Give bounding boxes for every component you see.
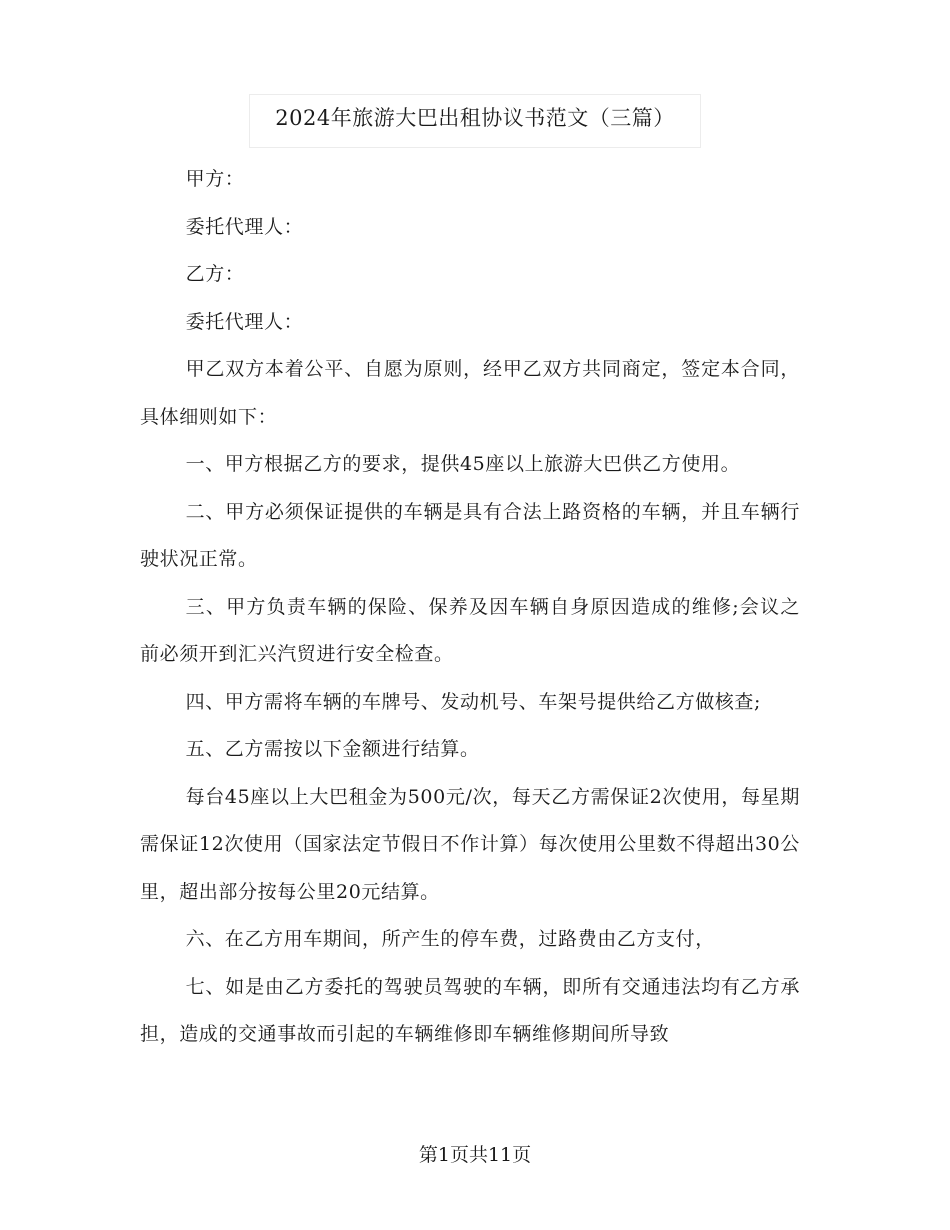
clause-1: 一、甲方根据乙方的要求，提供45座以上旅游大巴供乙方使用。 — [185, 453, 741, 475]
preamble-paragraph: 甲乙双方本着公平、自愿为原则，经甲乙双方共同商定，签定本合同，具体细则如下： — [140, 358, 800, 428]
party-b-line: 乙方： — [185, 263, 245, 285]
clause-3: 三、甲方负责车辆的保险、保养及因车辆自身原因造成的维修;会议之前必须开到汇兴汽贸进行安全检查。 — [140, 595, 800, 665]
party-b-agent-line: 委托代理人： — [185, 310, 304, 333]
clause-6: 六、在乙方用车期间，所产生的停车费，过路费由乙方支付， — [185, 928, 715, 950]
pricing-paragraph: 每台45座以上大巴租金为500元/次，每天乙方需保证2次使用，每星期需保证12次使用（国家法定节假日不作计算）每次使用公里数不得超出30公里，超出部分按每公里20元结算。 — [140, 785, 800, 903]
clause-4: 四、甲方需将车辆的车牌号、发动机号、车架号提供给乙方做核查; — [185, 690, 761, 713]
clause-7: 七、如是由乙方委托的驾驶员驾驶的车辆，即所有交通违法均有乙方承担，造成的交通事故而引起的车辆维修即车辆维修期间所导致 — [140, 975, 800, 1045]
clause-5: 五、乙方需按以下金额进行结算。 — [185, 738, 480, 760]
party-a-line: 甲方： — [185, 168, 245, 190]
party-a-agent-line: 委托代理人： — [185, 215, 304, 238]
document-title: 2024年旅游大巴出租协议书范文（三篇） — [275, 106, 675, 130]
document-body — [140, 156, 800, 1059]
page-number-footer: 第1页共11页 — [418, 1144, 532, 1166]
clause-2: 二、甲方必须保证提供的车辆是具有合法上路资格的车辆，并且车辆行驶状况正常。 — [140, 500, 800, 570]
